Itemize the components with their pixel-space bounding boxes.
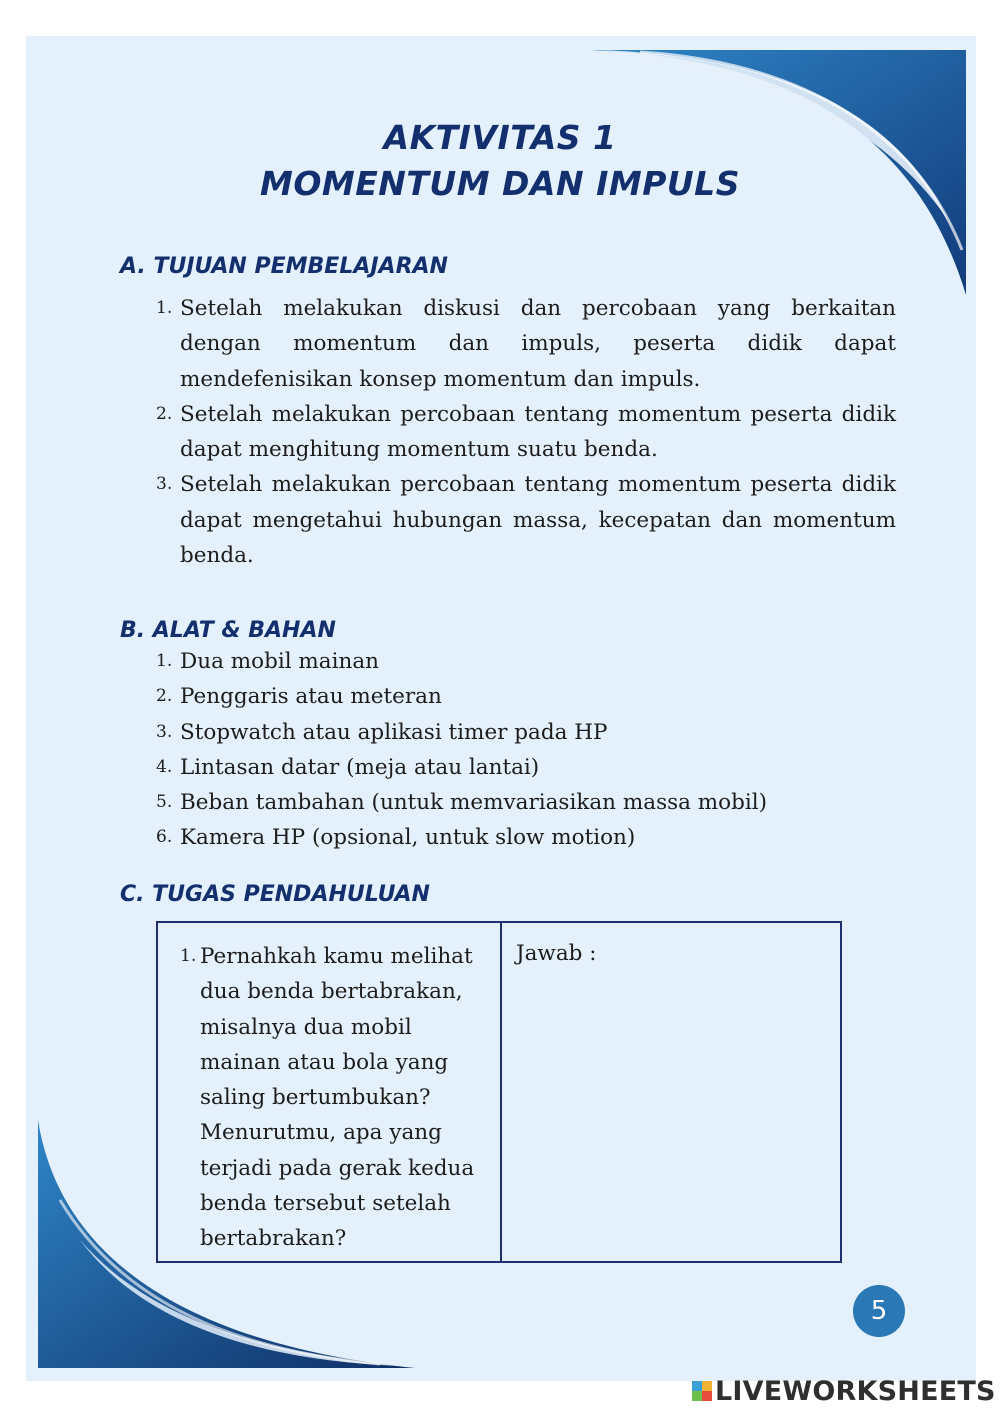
answer-label: Jawab : xyxy=(516,941,597,966)
liveworksheets-logo xyxy=(692,1374,996,1408)
question-cell xyxy=(180,939,480,1257)
list-item xyxy=(156,679,896,714)
materials-list xyxy=(156,644,896,856)
section-a-heading: A. TUJUAN PEMBELAJARAN xyxy=(120,254,448,279)
section-b-heading: B. ALAT & BAHAN xyxy=(120,618,336,643)
item-number: 4. xyxy=(156,756,173,777)
list-item xyxy=(156,820,896,855)
list-item xyxy=(156,467,896,573)
item-text: Penggaris atau meteran xyxy=(180,684,442,710)
item-text: Setelah melakukan percobaan tentang momentum peserta didik dapat menghitung momentum suatu benda. xyxy=(180,401,896,463)
item-number: 1. xyxy=(156,651,173,671)
liveworksheets-icon xyxy=(692,1381,712,1401)
learning-objectives-list xyxy=(156,291,896,573)
list-item xyxy=(156,291,896,397)
item-text: Lintasan datar (meja atau lantai) xyxy=(180,754,540,780)
page-subtitle: MOMENTUM DAN IMPULS xyxy=(260,164,740,203)
list-item xyxy=(156,715,896,750)
item-text: Stopwatch atau aplikasi timer pada HP xyxy=(180,719,608,745)
item-text: Setelah melakukan percobaan tentang momentum peserta didik dapat mengetahui hubungan massa, kecepatan dan momentum benda. xyxy=(180,472,896,569)
item-number: 5. xyxy=(156,792,173,813)
section-c-heading: C. TUGAS PENDAHULUAN xyxy=(120,882,430,907)
list-item xyxy=(156,644,896,679)
item-number: 3. xyxy=(156,721,173,742)
list-item xyxy=(156,785,896,820)
item-text: Dua mobil mainan xyxy=(180,649,380,674)
brand-name: LIVEWORKSHEETS xyxy=(715,1375,996,1407)
page-title: AKTIVITAS 1 xyxy=(383,118,617,157)
item-number: 1. xyxy=(156,298,173,318)
item-number: 2. xyxy=(156,686,173,707)
item-number: 6. xyxy=(156,827,173,848)
table-divider xyxy=(500,923,502,1261)
list-item xyxy=(156,750,896,785)
item-text: Setelah melakukan diskusi dan percobaan yang berkaitan dengan momentum dan impuls, peserta didik dapat mendefenisikan konsep momentum dan impuls. xyxy=(180,296,896,392)
item-number: 2. xyxy=(156,403,173,424)
item-text: Kamera HP (opsional, untuk slow motion) xyxy=(180,825,636,851)
item-text: Beban tambahan (untuk memvariasikan massa mobil) xyxy=(180,790,768,816)
question-answer-table xyxy=(156,921,842,1263)
question-number: 1. xyxy=(180,946,197,966)
list-item xyxy=(156,397,896,468)
question-text: Pernahkah kamu melihat dua benda bertabrakan, misalnya dua mobil mainan atau bola yang saling bertumbukan? Menurutmu, apa yang terjadi pada gerak kedua benda tersebut setelah bertabrakan? xyxy=(200,944,475,1252)
item-number: 3. xyxy=(156,474,173,495)
answer-cell[interactable] xyxy=(516,939,597,969)
page-number-badge: 5 xyxy=(853,1285,905,1337)
